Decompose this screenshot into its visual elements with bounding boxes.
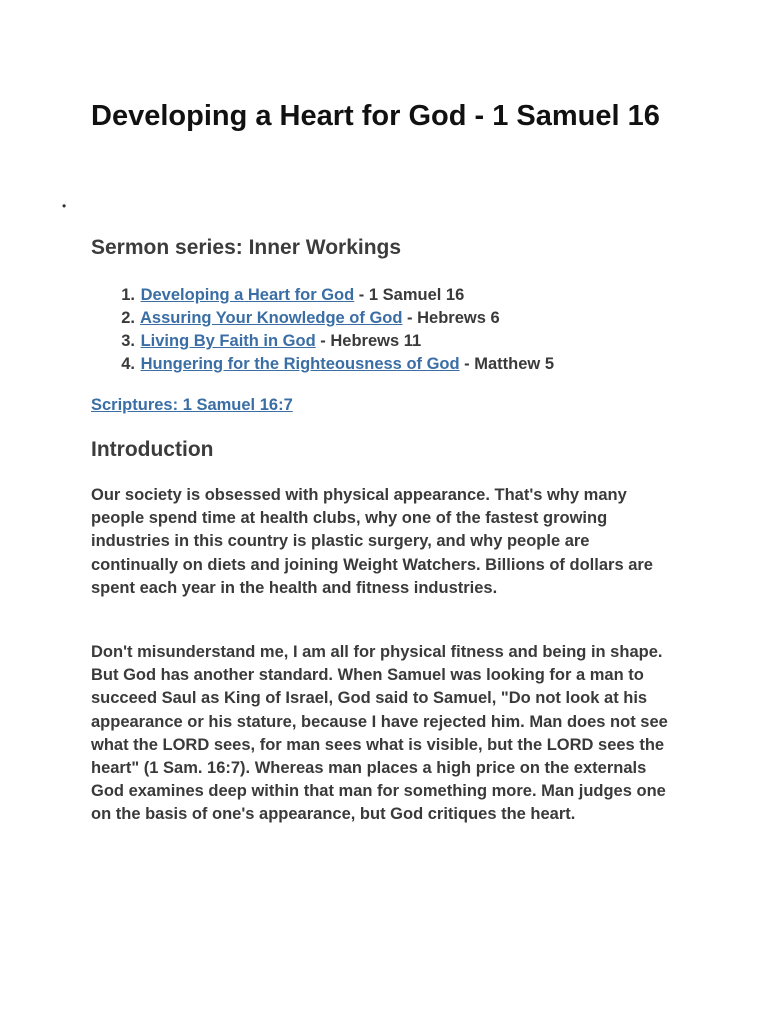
list-number: 4.	[121, 355, 135, 373]
list-number: 2.	[121, 309, 135, 327]
list-item	[91, 284, 554, 307]
intro-paragraph-1: Our society is obsessed with physical appearance. That's why many people spend time at health clubs, why one of the fastest growing industries in this country is plastic surgery, and why people are continually on diets and joining Weight Watchers. Billions of dollars are spent each year in the health and fitness industries.	[91, 486, 653, 597]
list-item	[91, 307, 554, 330]
bullet-marker: •	[62, 199, 67, 213]
scripture-ref: - Hebrews 11	[315, 332, 422, 350]
scripture-ref: - 1 Samuel 16	[354, 286, 465, 304]
sermon-link-2[interactable]: Assuring Your Knowledge of God	[139, 309, 403, 327]
page-title: Developing a Heart for God - 1 Samuel 16	[91, 100, 660, 132]
intro-paragraph-2: Don't misunderstand me, I am all for physical fitness and being in shape. But God has another standard. When Samuel was looking for a man to succeed Saul as King of Israel, God said to Samuel, "Do not look at his appearance or his stature, because I have rejected him. Man does not see what the LORD sees, for man sees what is visible, but the LORD sees the heart" (1 Sam. 16:7). Whereas man places a high price on the externals God examines deep within that man for something more. Man judges one on the basis of one's appearance, but God critiques the heart.	[91, 643, 668, 824]
list-number: 3.	[121, 332, 135, 350]
introduction-heading: Introduction	[91, 438, 214, 461]
sermon-link-4[interactable]: Hungering for the Righteousness of God	[140, 355, 460, 373]
scripture-ref: - Matthew 5	[459, 355, 555, 373]
series-heading: Sermon series: Inner Workings	[91, 236, 402, 259]
sermon-link-1[interactable]: Developing a Heart for God	[140, 286, 355, 304]
scripture-ref: - Hebrews 6	[402, 309, 500, 327]
list-item	[91, 353, 554, 376]
article-header	[91, 96, 691, 137]
sermon-link-3[interactable]: Living By Faith in God	[140, 332, 316, 350]
scriptures-link[interactable]: Scriptures: 1 Samuel 16:7	[91, 396, 293, 414]
list-item	[91, 330, 554, 353]
list-number: 1.	[121, 286, 135, 304]
sermon-series-list	[91, 284, 554, 376]
